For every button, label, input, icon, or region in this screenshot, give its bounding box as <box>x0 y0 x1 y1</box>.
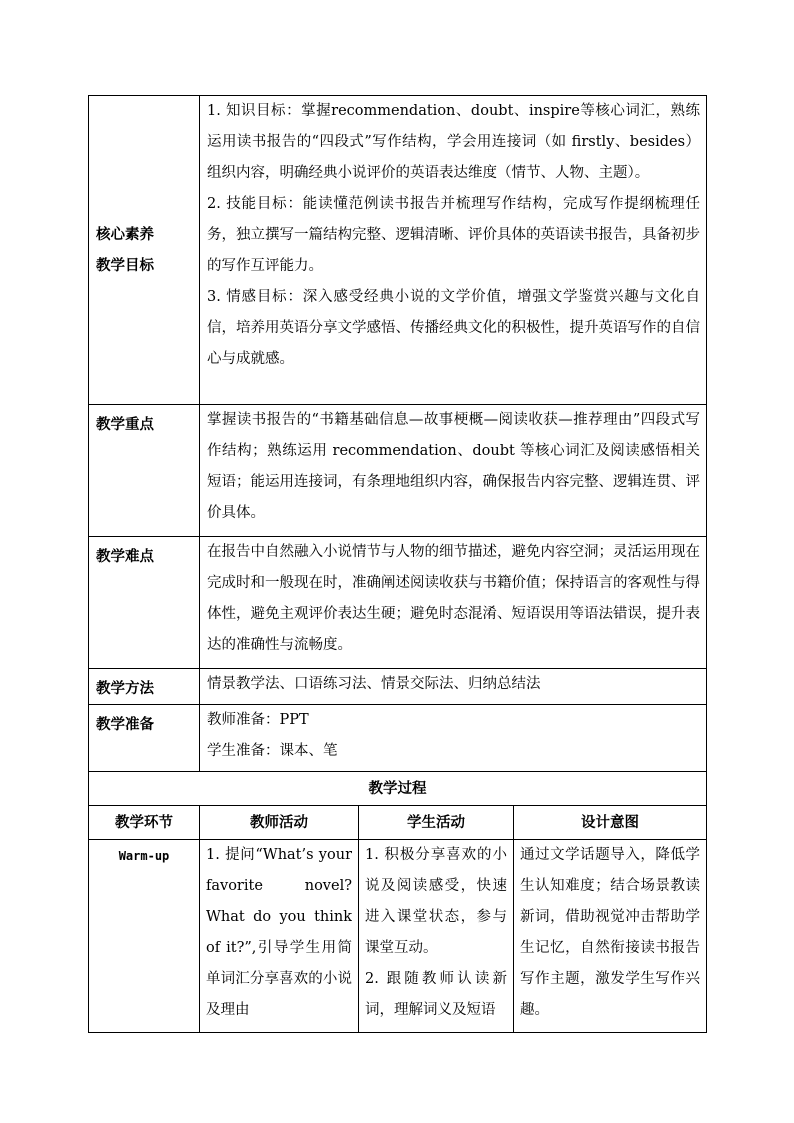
goals-label <box>89 96 200 405</box>
key-points-row <box>89 405 707 537</box>
design-intent-cell <box>514 840 707 1033</box>
process-title: 教学过程 <box>89 772 707 806</box>
student-activity-text: 1. 积极分享喜欢的小说及阅读感受，快速进入课堂状态，参与课堂互动。 2. 跟随教师认读新词，理解词义及短语 <box>365 847 507 1018</box>
goal-knowledge: 1. 知识目标：掌握recommendation、doubt、inspire等核心词汇，熟练运用读书报告的“四段式”写作结构，学会用连接词（如 firstly、besides）组织内容，明确经典小说评价的英语表达维度（情节、人物、主题）。 <box>207 103 700 181</box>
teacher-activity-text: 1. 提问“What’s your favorite novel? What do you think of it?”,引导学生用简单词汇分享喜欢的小说及理由 <box>206 847 352 1018</box>
preparation-content <box>200 705 707 772</box>
goals-content <box>200 96 707 405</box>
methods-text: 情景教学法、口语练习法、情景交际法、归纳总结法 <box>200 669 707 705</box>
goals-row <box>89 96 707 405</box>
preparation-row <box>89 705 707 772</box>
methods-row <box>89 669 707 705</box>
difficulties-label: 教学难点 <box>89 537 200 669</box>
header-teacher-activity: 教师活动 <box>200 806 359 840</box>
student-activity-cell <box>359 840 514 1033</box>
teacher-preparation: 教师准备：PPT <box>207 712 309 728</box>
process-row-warmup <box>89 840 707 1033</box>
teacher-activity-cell <box>200 840 359 1033</box>
step-warmup: Warm-up <box>89 840 200 1033</box>
lesson-plan-table <box>88 95 707 1033</box>
process-title-row <box>89 772 707 806</box>
goals-label-line2: 教学目标 <box>96 257 154 274</box>
methods-label: 教学方法 <box>89 669 200 705</box>
header-student-activity: 学生活动 <box>359 806 514 840</box>
goal-emotion: 3. 情感目标：深入感受经典小说的文学价值，增强文学鉴赏兴趣与文化自信，培养用英语分享文学感悟、传播经典文化的积极性，提升英语写作的自信心与成就感。 <box>207 289 700 367</box>
goals-label-line1: 核心素养 <box>96 226 154 243</box>
student-preparation: 学生准备：课本、笔 <box>207 743 338 759</box>
difficulties-row <box>89 537 707 669</box>
key-points-label: 教学重点 <box>89 405 200 537</box>
header-step: 教学环节 <box>89 806 200 840</box>
design-intent-text: 通过文学话题导入，降低学生认知难度；结合场景教读新词，借助视觉冲击帮助学生记忆，自然衔接读书报告写作主题，激发学生写作兴趣。 <box>520 847 700 1018</box>
key-points-text: 掌握读书报告的“书籍基础信息—故事梗概—阅读收获—推荐理由”四段式写作结构；熟练运用 recommendation、doubt 等核心词汇及阅读感悟相关短语；能运用连接词，有条理地组织内容，确保报告内容完整、逻辑连贯、评价具体。 <box>200 405 707 537</box>
preparation-label: 教学准备 <box>89 705 200 772</box>
lesson-plan-page <box>88 95 706 1033</box>
header-design-intent: 设计意图 <box>514 806 707 840</box>
process-header-row <box>89 806 707 840</box>
difficulties-text: 在报告中自然融入小说情节与人物的细节描述，避免内容空洞；灵活运用现在完成时和一般现在时，准确阐述阅读收获与书籍价值；保持语言的客观性与得体性，避免主观评价表达生硬；避免时态混淆、短语误用等语法错误，提升表达的准确性与流畅度。 <box>200 537 707 669</box>
goal-skill: 2. 技能目标：能读懂范例读书报告并梳理写作结构，完成写作提纲梳理任务，独立撰写一篇结构完整、逻辑清晰、评价具体的英语读书报告，具备初步的写作互评能力。 <box>207 196 700 274</box>
